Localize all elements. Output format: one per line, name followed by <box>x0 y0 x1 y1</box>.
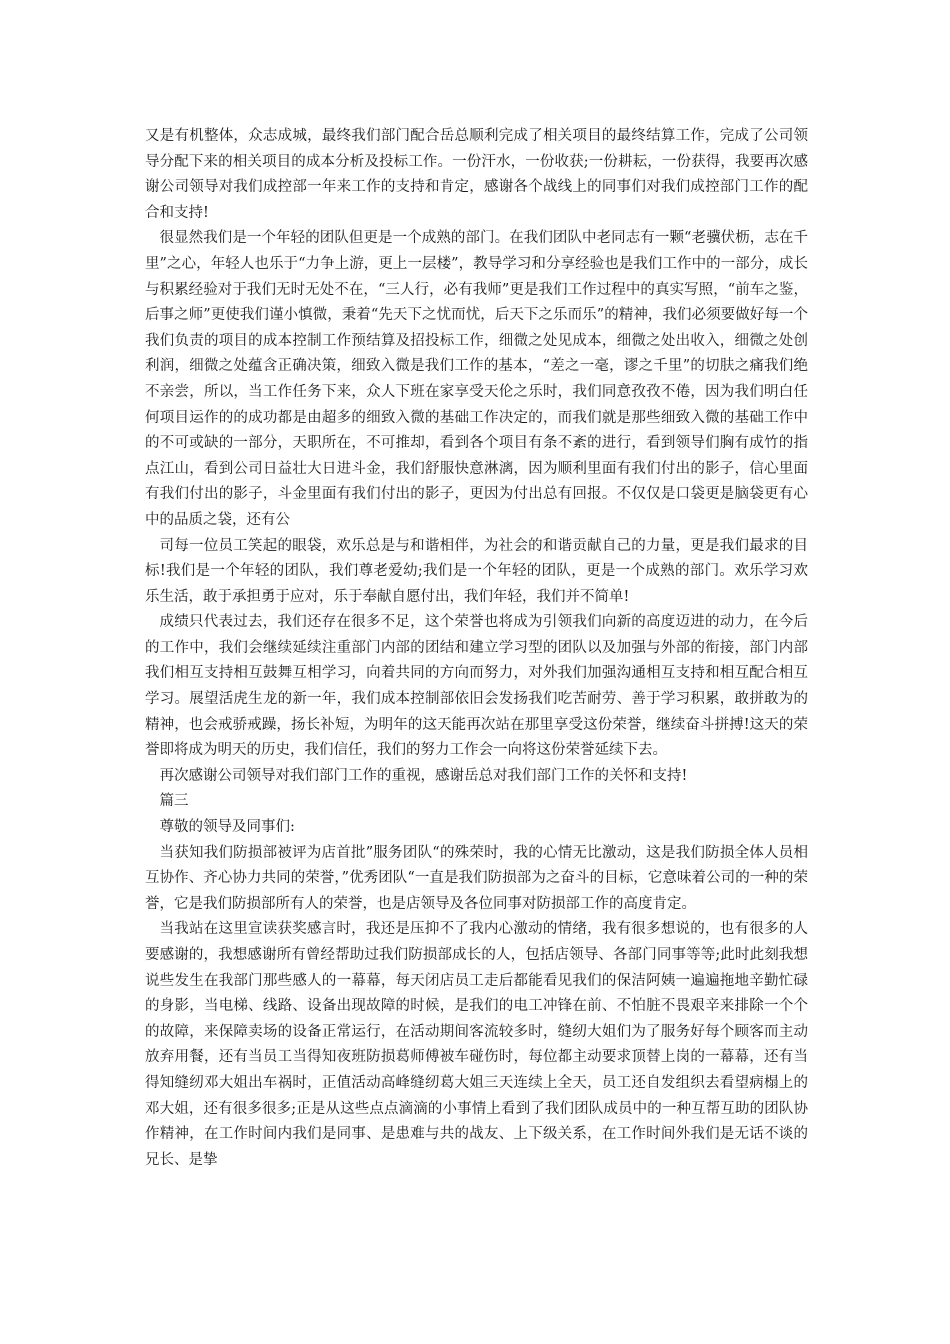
paragraph: 当获知我们防损部被评为店首批”服务团队“的殊荣时，我的心情无比激动，这是我们防损全体人员相互协作、齐心协力共同的荣誉，”优秀团队“一直是我们防损部为之奋斗的目标，它意味着公司的一种的荣誉，它是我们防损部所有人的荣誉，也是店领导及各位同事对防损部工作的高度肯定。 <box>145 844 808 912</box>
paragraph: 成绩只代表过去，我们还存在很多不足，这个荣誉也将成为引领我们向新的高度迈进的动力，在今后的工作中，我们会继续延续注重部门内部的团结和建立学习型的团队以及加强与外部的衔接，部门内部我们相互支持相互鼓舞互相学习，向着共同的方向而努力，对外我们加强沟通相互支持和相互配合相互学习。展望活虎生龙的新一年，我们成本控制部依旧会发扬我们吃苦耐劳、善于学习积累，敢拼敢为的精神，也会戒骄戒躁，扬长补短，为明年的这天能再次站在那里享受这份荣誉，继续奋斗拼搏!这天的荣誉即将成为明天的历史，我们信任，我们的努力工作会一向将这份荣誉延续下去。 <box>145 614 808 759</box>
section-heading: 篇三 <box>159 793 189 810</box>
salutation: 尊敬的领导及同事们: <box>159 819 295 836</box>
paragraph: 很显然我们是一个年轻的团队但更是一个成熟的部门。在我们团队中老同志有一颗“老骥伏枥，志在千里”之心，年轻人也乐于“力争上游，更上一层楼”，教导学习和分享经验也是我们工作中的一部分，成长与积累经验对于我们无时无处不在，“三人行，必有我师”更是我们工作过程中的真实写照，“前车之鉴，后事之师”更使我们谨小慎微，秉着“先天下之忧而忧，后天下之乐而乐”的精神，我们必须要做好每一个我们负责的项目的成本控制工作预结算及招投标工作，细微之处见成本，细微之处出收入，细微之处创利润，细微之处蕴含正确决策，细致入微是我们工作的基本，“差之一毫，谬之千里”的切肤之痛我们绝不亲尝，所以，当工作任务下来，众人下班在家享受天伦之乐时，我们同意孜孜不倦，因为我们明白任何项目运作的的成功都是由超多的细致入微的基础工作决定的，而我们就是那些细致入微的基础工作中的不可或缺的一部分，天职所在，不可推却，看到各个项目有条不紊的进行，看到领导们胸有成竹的指点江山，看到公司日益壮大日进斗金，我们舒服快意淋漓，因为顺利里面有我们付出的影子，信心里面有我们付出的影子，斗金里面有我们付出的影子，更因为付出总有回报。不仅仅是口袋更是脑袋更有心中的品质之袋，还有公 <box>145 230 808 528</box>
document-body <box>145 124 808 1173</box>
paragraph: 司每一位员工笑起的眼袋，欢乐总是与和谐相伴，为社会的和谐贡献自己的力量，更是我们最求的目标!我们是一个年轻的团队，我们尊老爱幼;我们是一个年轻的团队，更是一个成熟的部门。欢乐学习欢乐生活，敢于承担勇于应对，乐于奉献自愿付出，我们年轻，我们并不简单! <box>145 537 808 605</box>
paragraph: 当我站在这里宣读获奖感言时，我还是压抑不了我内心激动的情绪，我有很多想说的，也有很多的人要感谢的，我想感谢所有曾经帮助过我们防损部成长的人，包括店领导、各部门同事等等;此时此刻我想说些发生在我部门那些感人的一幕幕，每天闭店员工走后都能看见我们的保洁阿姨一遍遍拖地辛勤忙碌的身影，当电梯、线路、设备出现故障的时候，是我们的电工冲锋在前、不怕脏不畏艰辛来排除一个个的故障，来保障卖场的设备正常运行，在活动期间客流较多时，缝纫大姐们为了服务好每个顾客而主动放弃用餐，还有当员工当得知夜班防损葛师傅被车碰伤时，每位都主动要求顶替上岗的一幕幕，还有当得知缝纫邓大姐出车祸时，正值活动高峰缝纫葛大姐三天连续上全天，员工还自发组织去看望病榻上的邓大姐，还有很多很多;正是从这些点点滴滴的小事情上看到了我们团队成员中的一种互帮互助的团队协作精神，在工作时间内我们是同事、是患难与共的战友、上下级关系，在工作时间外我们是无话不谈的兄长、是挚 <box>145 921 808 1168</box>
paragraph: 又是有机整体，众志成城，最终我们部门配合岳总顺利完成了相关项目的最终结算工作，完成了公司领导分配下来的相关项目的成本分析及投标工作。一份汗水，一份收获;一份耕耘，一份获得，我要再次感谢公司领导对我们成控部一年来工作的支持和肯定，感谢各个战线上的同事们对我们成控部门工作的配合和支持! <box>145 128 808 221</box>
paragraph: 再次感谢公司领导对我们部门工作的重视，感谢岳总对我们部门工作的关怀和支持! <box>159 767 688 784</box>
